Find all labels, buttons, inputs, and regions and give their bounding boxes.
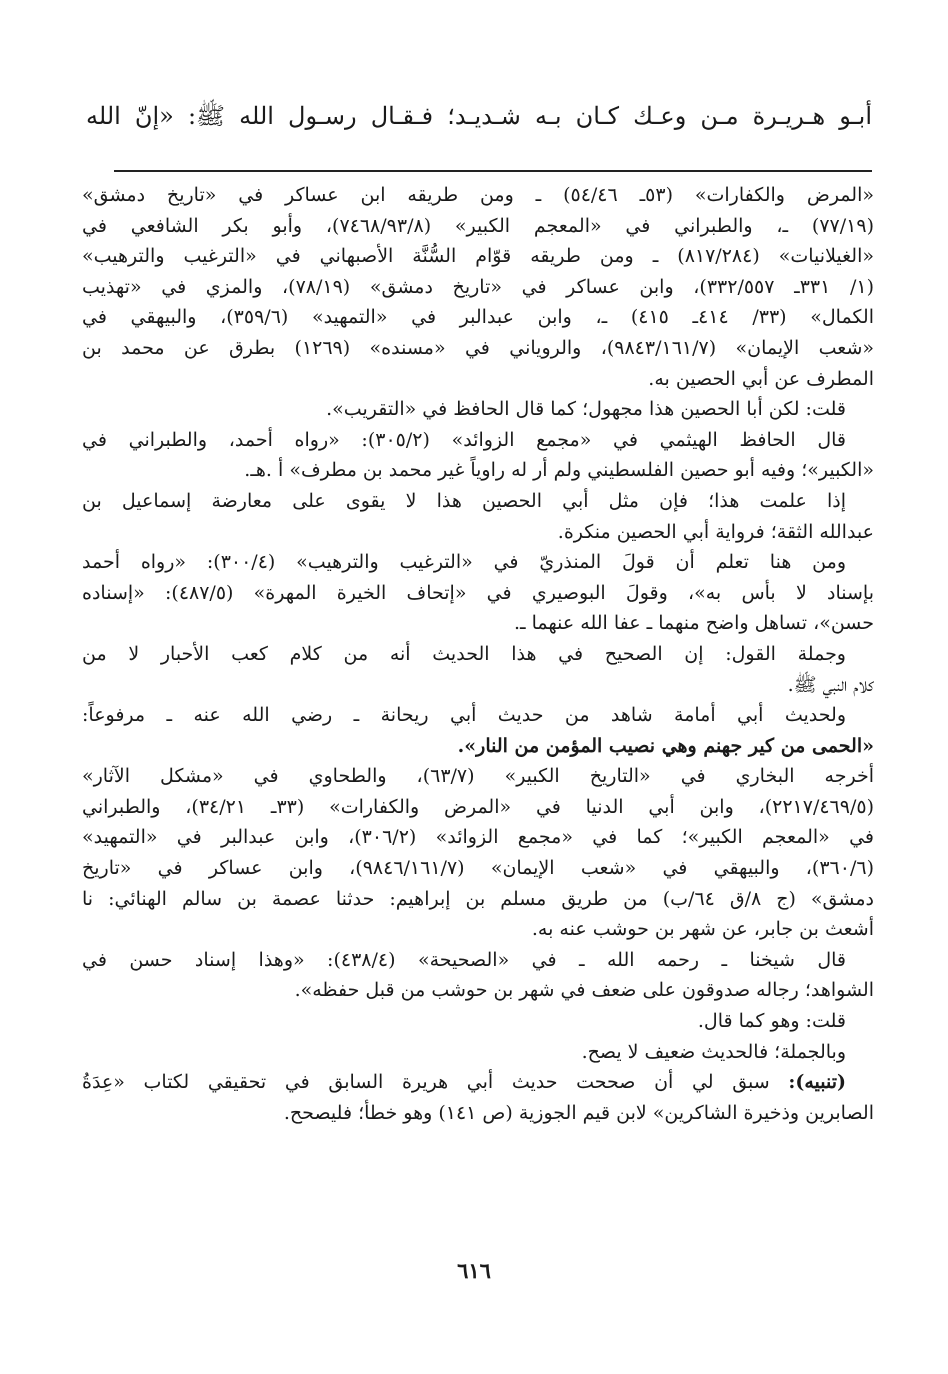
- footnote-line: (٣٦٠/٦)، والبيهقي في «شعب الإيمان» (٩٨٤٦/١٦١/٧)، وابن عساكر في «تاريخ: [82, 857, 874, 880]
- footnote-line: قال شيخنا ـ رحمه الله ـ في «الصحيحة» (٤٣٨/٤): «وهذا إسناد حسن في: [82, 948, 846, 971]
- footnote-paragraph: [82, 425, 874, 486]
- footnote-paragraph: [82, 547, 874, 639]
- footnote-line: الكمال» (٣٣/ ٤١٤ـ ٤١٥) ـ، وابن عبدالبر في «التمهيد» (٣٥٩/٦)، والبيهقي في: [82, 306, 874, 329]
- footnote-line: دمشق» (ج ٨/ق ٦٤/ب) من طريق مسلم بن إبراهيم: حدثنا عصمة بن سالم الهنائي: نا: [82, 887, 874, 910]
- footnote-line: قال الحافظ الهيثمي في «مجمع الزوائد» (٣٠٥/٢): «رواه أحمد، والطبراني في: [82, 428, 846, 451]
- footnote-line: [82, 1067, 874, 1098]
- footnote-line: قلت: لكن أبا الحصين هذا مجهول؛ كما قال الحافظ في «التقريب».: [326, 398, 846, 421]
- footnote-line: المطرف عن أبي الحصين به.: [648, 367, 874, 390]
- footnote-line: في «المعجم الكبير»؛ كما في «مجمع الزوائد» (٣٠٦/٢)، وابن عبدالبر في «التمهيد»: [82, 826, 874, 849]
- main-text-line: [86, 96, 872, 136]
- footnote-line: وجملة القول: إن الصحيح في هذا الحديث أنه من كلام كعب الأحبار لا من: [82, 642, 846, 665]
- footnote-line: أشعث بن جابر، عن شهر بن حوشب عنه به.: [531, 918, 874, 941]
- footnote-line: بإسناد لا بأس به»، وقولَ البوصيري في «إتحاف الخيرة المهرة» (٤٨٧/٥): «إسناده: [82, 581, 874, 604]
- footnote-paragraph: [82, 1067, 874, 1128]
- footnote-line: (٧٧/١٩) ـ، والطبراني في «المعجم الكبير» (٧٤٦٨/٩٣/٨)، وأبو بكر الشافعي في: [82, 214, 874, 237]
- footnote-line: (١/ ٣٣١ـ ٣٣٢/٥٥٧)، وابن عساكر في «تاريخ دمشق» (٧٨/١٩)، والمزي في «تهذيب: [82, 275, 874, 298]
- footnote-line: الشواهد؛ رجاله صدوقون على ضعف في شهر بن حوشب من قبل حفظه».: [294, 979, 874, 1002]
- footnote-line: وبالجملة؛ فالحديث ضعيف لا يصح.: [581, 1040, 846, 1063]
- footnote-line: ومن هنا تعلم أن قولَ المنذريّ في «الترغيب والترهيب» (٣٠٠/٤): «رواه أحمد: [82, 551, 846, 574]
- footnote-line: إذا علمت هذا؛ فإن مثل أبي الحصين هذا لا يقوى على معارضة إسماعيل بن: [82, 489, 846, 512]
- page-number: ٦١٦: [457, 1258, 491, 1283]
- footnote-line: «المرض والكفارات» (٥٣ـ ٥٤/٤٦) ـ ومن طريقه ابن عساكر في «تاريخ دمشق»: [82, 184, 874, 206]
- footnote-paragraph: [82, 180, 874, 394]
- footnote-paragraph: [82, 1006, 874, 1037]
- footnote-paragraph: [82, 761, 874, 945]
- footnote-line: (٢٢١٧/٤٦٩/٥)، وابن أبي الدنيا في «المرض والكفارات» (٣٣ـ ٣٤/٢١)، والطبراني: [82, 795, 874, 818]
- footnote-line: عبدالله الثقة؛ فرواية أبي الحصين منكرة.: [557, 520, 874, 543]
- footnote-paragraph: [82, 486, 874, 547]
- footnote-line: أخرجه البخاري في «التاريخ الكبير» (٦٣/٧)، والطحاوي في «مشكل الآثار»: [82, 765, 874, 788]
- footnote-paragraph: [82, 639, 874, 700]
- footnote-paragraph: [82, 945, 874, 1006]
- footnote-separator: [114, 170, 872, 172]
- hadith-text: «الحمى من كير جهنم وهي نصيب المؤمن من النار».: [457, 734, 874, 757]
- footnote-line: ولحديث أبي أمامة شاهد من حديث أبي ريحانة ـ رضي الله عنه ـ مرفوعاً:: [82, 704, 846, 727]
- footnote-line: كلام النبي ﷺ.: [787, 673, 874, 696]
- main-text: أبـو هـريـرة مـن وعـك كـان بـه شـديـد؛ فـقـال رسـول الله ﷺ: «إنّ الله: [86, 102, 872, 130]
- footnote-line: الصابرين وذخيرة الشاكرين» لابن قيم الجوزية (ص ١٤١) وهو خطأ؛ فليصحح.: [283, 1101, 874, 1124]
- footnote-line: قلت: وهو كما قال.: [697, 1010, 846, 1033]
- note-label: (تنبيه):: [788, 1071, 846, 1094]
- footnote-line: «الكبير»؛ وفيه أبو حصين الفلسطيني ولم أر له راوياً غير محمد بن مطرف» أ .هـ.: [244, 459, 874, 482]
- footnotes: [82, 180, 874, 1128]
- footnote-paragraph: [82, 394, 874, 425]
- footnote-line: «شعب الإيمان» (٩٨٤٣/١٦١/٧)، والروياني في «مسنده» (١٢٦٩) بطرق عن محمد بن: [82, 336, 874, 359]
- footnote-line: حسن»، تساهل واضح منهما ـ عفا الله عنهما ـ.: [513, 612, 874, 635]
- footnote-line: «الغيلانيات» (٨١٧/٢٨٤) ـ ومن طريقه قوّام السُّنَّة الأصبهاني في «الترغيب والترهيب»: [82, 245, 874, 268]
- footnote-paragraph: [82, 700, 874, 761]
- footnote-paragraph: [82, 1037, 874, 1068]
- note-text: سبق لي أن صححت حديث أبي هريرة السابق في تحقيقي لكتاب «عِدَةُ: [82, 1071, 789, 1094]
